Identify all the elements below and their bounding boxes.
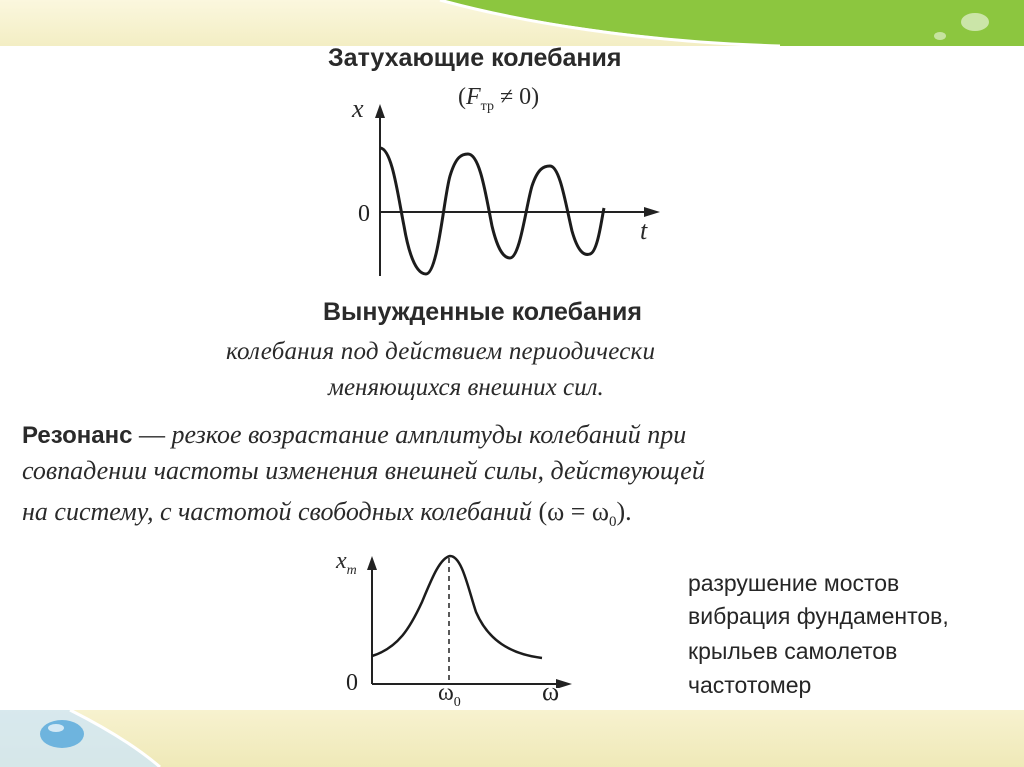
condition-F: F (466, 84, 481, 110)
example-item: разрушение мостов (688, 570, 900, 596)
condition-open: ( (458, 84, 466, 110)
resonance-peak-sub: 0 (453, 694, 461, 710)
forced-definition-line2: меняющихся внешних сил. (328, 374, 604, 401)
resonance-line3 (22, 497, 632, 531)
resonance-term: Резонанс (22, 422, 133, 449)
example-item: крыльев самолетов (688, 638, 898, 664)
resonance-axis-y-sub: m (346, 562, 357, 578)
resonance-curve-graph (350, 548, 580, 688)
resonance-axis-y-label (336, 548, 357, 579)
resonance-peak: ω (438, 680, 454, 706)
water-drop-icon (961, 13, 989, 31)
damped-axis-y-label: x (352, 94, 364, 123)
condition-sub: тр (480, 98, 494, 114)
water-drop-icon (40, 720, 84, 748)
resonance-axis-x-label: ω (542, 677, 560, 706)
bottom-decor-band (0, 710, 1024, 767)
resonance-line1 (22, 420, 686, 450)
resonance-dash: — (132, 420, 172, 449)
resonance-formula-end: ). (616, 497, 632, 526)
damped-origin-label: 0 (358, 201, 370, 227)
resonance-axis-y: x (336, 548, 347, 574)
condition-rest: ≠ 0) (499, 84, 540, 110)
forced-definition-line1: колебания под действием периодически (226, 338, 656, 365)
resonance-text-1: резкое возрастание амплитуды колебаний при (171, 420, 687, 449)
resonance-formula-sub: 0 (609, 514, 617, 531)
damped-axis-x-label: t (640, 216, 648, 245)
forced-title: Вынужденные колебания (323, 298, 642, 326)
resonance-formula: (ω = ω (538, 497, 609, 526)
resonance-peak-label (438, 680, 461, 711)
example-item: частотомер (688, 672, 812, 698)
top-green-swoosh (0, 0, 1024, 46)
resonance-line2: совпадении частоты изменения внешней силы, действующей (22, 456, 705, 485)
damped-oscillation-graph (340, 96, 680, 286)
damped-title: Затухающие колебания (328, 44, 622, 72)
resonance-text-3: на систему, с частотой свободных колебаний (22, 497, 539, 526)
bottom-swoosh (0, 710, 1024, 767)
example-item: вибрация фундаментов, (688, 603, 949, 629)
resonance-origin-label: 0 (346, 670, 358, 696)
